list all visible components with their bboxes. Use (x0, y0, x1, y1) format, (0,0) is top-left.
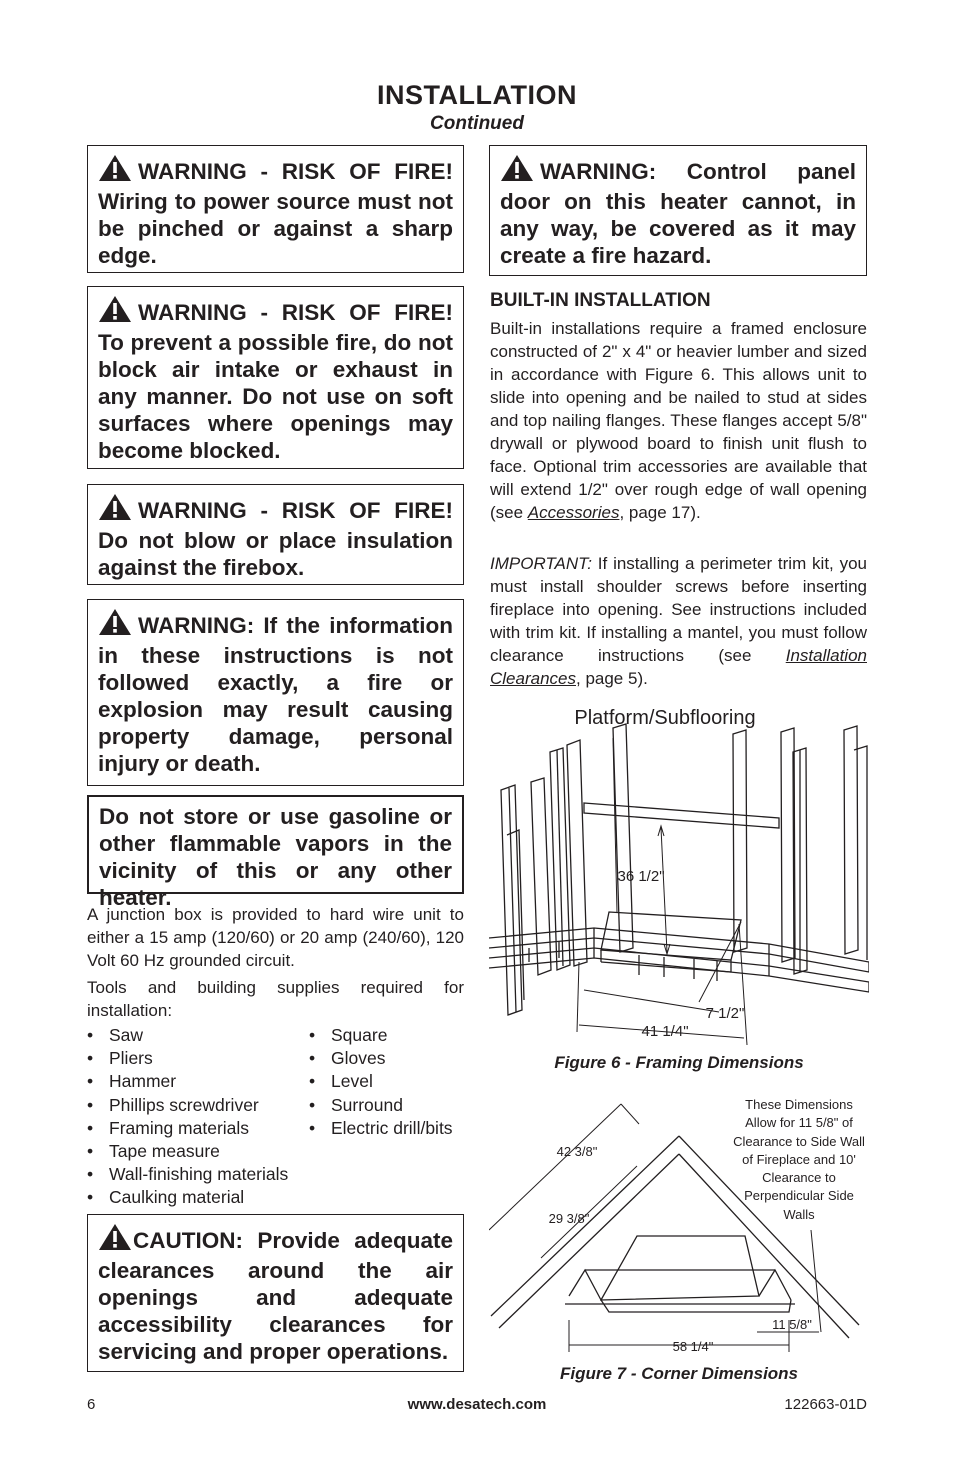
paragraph-text: , page 5). (576, 669, 648, 688)
warning-text: Do not store or use gasoline or other flammable vapors in the vicinity of this or any other heater. (99, 804, 452, 910)
warning-text: WARNING: Control panel door on this heater cannot, in any way, be covered as it may create a fire hazard. (500, 159, 856, 268)
important-paragraph (490, 552, 867, 690)
figure6-dim-width: 41 1/4" (641, 1023, 689, 1040)
list-item: • Gloves (309, 1047, 469, 1070)
warning-text: WARNING: If the information in these instructions is not followed exactly, a fire or explosion may result causing property damage, personal injury or death. (98, 613, 453, 776)
installation-clearances-link[interactable]: Installation Clearances (490, 646, 867, 688)
section-heading: BUILT-IN INSTALLATION (490, 290, 711, 311)
paragraph-text: , page 17). (619, 503, 701, 522)
warning-text: WARNING - RISK OF FIRE! To prevent a possible fire, do not block air intake or exhaust in any manner. Do not use on soft surfaces where openings may become blocked. (98, 300, 453, 463)
list-item: • Hammer (87, 1070, 307, 1093)
figure6-label-platform: Platform/Subflooring (574, 707, 756, 729)
figure7-dim-side: 11 5/8" (772, 1317, 812, 1332)
warning-triangle-icon (500, 154, 534, 188)
paragraph-text: Built-in installations require a framed enclosure constructed of 2" x 4" or heavier lumber and sized in accordance with Figure 6. This allows unit to slide into opening and be nailed to stud at sides and top nailing flanges. These flanges accept 5/8" drywall or plywood board to finish unit flush to face. Optional trim accessories are available that will extend 1/2" over rough edge of wall opening (see (490, 319, 867, 522)
figure7-dim-inner: 29 3/8" (548, 1211, 590, 1226)
list-item: • Electric drill/bits (309, 1117, 469, 1140)
caution-box (87, 1214, 464, 1372)
warning-triangle-icon (98, 154, 132, 188)
important-label: IMPORTANT: (490, 554, 592, 573)
figure7-dim-base: 58 1/4" (672, 1339, 714, 1354)
figure6-caption: Figure 6 - Framing Dimensions (554, 1053, 804, 1072)
list-item: • Framing materials (87, 1117, 307, 1140)
warning-triangle-icon (98, 608, 132, 642)
list-item: • Wall-finishing materials (87, 1163, 307, 1186)
website-link[interactable]: www.desatech.com (407, 1396, 547, 1413)
figure7-note: These Dimensions Allow for 11 5/8" of Clearance to Side Wall of Fireplace and 10' Clearance to Perpendicular Side Walls (733, 1097, 865, 1222)
figure6-dim-height: 36 1/2" (617, 868, 665, 885)
tools-list-2 (309, 1024, 469, 1140)
warning-text: WARNING - RISK OF FIRE! Wiring to power source must not be pinched or against a sharp edge. (98, 159, 453, 268)
page-number: 6 (87, 1396, 96, 1413)
warning-text: WARNING - RISK OF FIRE! Do not blow or place insulation against the firebox. (98, 498, 453, 580)
tools-intro-paragraph: Tools and building supplies required for installation: (87, 978, 464, 1020)
warning-triangle-icon (98, 1223, 132, 1257)
built-in-paragraph (490, 317, 867, 524)
warning-triangle-icon (98, 295, 132, 329)
list-item: • Square (309, 1024, 469, 1047)
figure7-dim-outer: 42 3/8" (556, 1144, 598, 1159)
warning-box-instructions (87, 599, 464, 786)
figure6-dim-depth: 7 1/2" (705, 1005, 745, 1022)
warning-box-wiring (87, 145, 464, 273)
list-item: • Pliers (87, 1047, 307, 1070)
tools-list-1 (87, 1024, 307, 1210)
junction-box-paragraph: A junction box is provided to hard wire unit to either a 15 amp (120/60) or 20 amp (240/60), 120 Volt 60 Hz grounded circuit. (87, 905, 464, 970)
warning-box-insulation (87, 484, 464, 585)
figure7-caption: Figure 7 - Corner Dimensions (559, 1364, 799, 1383)
document-code: 122663-01D (784, 1396, 867, 1413)
page-title: INSTALLATION (377, 80, 577, 110)
caution-text: CAUTION: Provide adequate clearances around the air openings and adequate accessibility clearances for servicing and proper operations. (98, 1228, 453, 1364)
list-item: • Level (309, 1070, 469, 1093)
warning-triangle-icon (98, 493, 132, 527)
accessories-link[interactable]: Accessories (527, 503, 620, 522)
list-item: • Phillips screwdriver (87, 1094, 307, 1117)
warning-box-control-panel (489, 145, 867, 276)
warning-box-gasoline (87, 795, 464, 910)
framing-dimensions-figure (489, 700, 869, 1045)
page-subtitle: Continued (430, 113, 524, 134)
list-item: • Saw (87, 1024, 307, 1047)
list-item: • Tape measure (87, 1140, 307, 1163)
list-item: • Caulking material (87, 1186, 307, 1209)
paragraph-text: If installing a perimeter trim kit, you must install shoulder screws before inserting fireplace into opening. See instructions included with trim kit. If installing a mantel, you must follow clearance instructions (see (490, 554, 867, 665)
list-item: • Surround (309, 1094, 469, 1117)
warning-box-air-intake (87, 286, 464, 469)
